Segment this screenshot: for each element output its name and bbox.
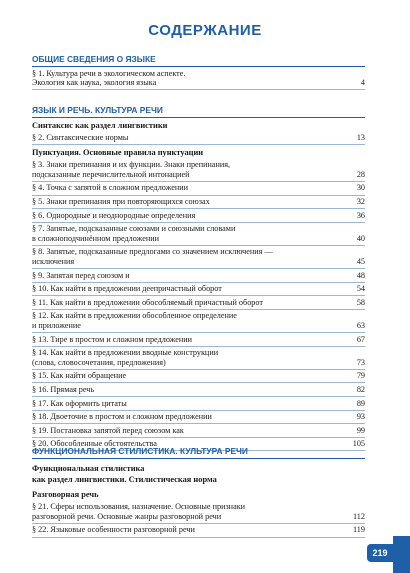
toc-entry (32, 310, 365, 333)
toc-list (32, 159, 365, 452)
toc-entry-page: 119 (353, 525, 365, 535)
subsection-heading: Синтаксис как раздел лингвистики (32, 121, 168, 130)
toc-list (32, 132, 365, 146)
toc-entry-text: § 5. Знаки препинания при повторяющихся союзах (32, 197, 210, 207)
toc-entry-text: § 16. Прямая речь (32, 384, 95, 394)
toc-entry-text: § 15. Как найти обращение (32, 371, 127, 381)
toc-entry (32, 411, 365, 425)
section-stylistics (32, 446, 365, 538)
toc-entry (32, 370, 365, 384)
toc-entry-page: 112 (353, 511, 365, 521)
toc-entry-text: § 18. Двоеточие в простом и сложном предложении (32, 412, 212, 422)
toc-entry-text: § 2. Синтаксические нормы (32, 133, 129, 143)
toc-entry (32, 223, 365, 246)
section-heading: ОБЩИЕ СВЕДЕНИЯ О ЯЗЫКЕ (32, 54, 365, 67)
toc-entry-page: 13 (356, 133, 365, 143)
toc-entry-page: 105 (352, 439, 365, 449)
subsection-heading-cont: как раздел лингвистики. Стилистическая норма (32, 474, 217, 484)
toc-entry-text: и приложение (32, 321, 81, 330)
toc-entry-page: 93 (356, 412, 365, 422)
toc-entry (32, 283, 365, 297)
toc-entry-page: 58 (356, 297, 365, 307)
toc-entry-text: § 10. Как найти в предложении деепричастный оборот (32, 284, 222, 294)
toc-entry-text: § 14. Как найти в предложении вводные конструкции (32, 348, 219, 358)
subsection-heading: Разговорная речь (32, 490, 99, 500)
toc-entry (32, 347, 365, 370)
toc-entry-page: 63 (356, 321, 365, 330)
toc-entry-page: 28 (356, 169, 365, 179)
toc-entry-page: 48 (356, 270, 365, 280)
toc-entry-page: 99 (356, 425, 365, 435)
toc-entry-page: 54 (356, 284, 365, 294)
toc-entry-page: 36 (356, 210, 365, 220)
toc-entry-text: § 19. Постановка запятой перед союзом как (32, 425, 184, 435)
toc-entry (32, 196, 365, 210)
toc-entry-text: в сложноподчинённом предложении (32, 233, 159, 243)
toc-entry (32, 383, 365, 397)
toc-entry (32, 159, 365, 182)
toc-entry-page: 79 (356, 371, 365, 381)
toc-entry-text: § 11. Как найти в предложении обособляемый причастный оборот (32, 297, 263, 307)
toc-entry-text: (слова, словосочетания, предложения) (32, 357, 166, 367)
toc-entry (32, 524, 365, 538)
toc-entry (32, 209, 365, 223)
toc-entry (32, 501, 365, 524)
toc-entry-text: § 9. Запятая перед союзом и (32, 270, 130, 280)
toc-entry-text: § 7. Запятые, подсказанные союзами и союзными словами (32, 224, 236, 234)
toc-entry-text: подсказанные перечислительной интонацией (32, 169, 190, 179)
toc-entry-page: 45 (356, 257, 365, 267)
toc-entry-page: 67 (356, 334, 365, 344)
page-edge-tab (393, 536, 410, 573)
toc-entry-text: § 21. Сферы использования, назначение. Основные признаки (32, 502, 246, 512)
page-number: 219 (367, 544, 393, 562)
toc-entry-text: исключения (32, 257, 75, 267)
toc-entry (32, 182, 365, 196)
toc-entry-page: 73 (356, 357, 365, 367)
toc-entry (32, 269, 365, 283)
toc-entry (32, 132, 365, 146)
toc-entry-page: 4 (360, 78, 365, 88)
toc-entry-page: 82 (356, 384, 365, 394)
toc-entry (32, 397, 365, 411)
toc-entry-text: § 13. Тире в простом и сложном предложении (32, 334, 193, 344)
section-general (32, 54, 365, 90)
page-title: СОДЕРЖАНИЕ (148, 22, 262, 39)
toc-entry-text: § 17. Как оформить цитаты (32, 398, 127, 408)
toc-entry-text: § 20. Обособленные обстоятельства (32, 439, 157, 449)
toc-entry (32, 333, 365, 347)
section-heading: ФУНКЦИОНАЛЬНАЯ СТИЛИСТИКА. КУЛЬТУРА РЕЧИ (32, 446, 365, 459)
toc-entry-text: § 6. Однородные и неоднородные определения (32, 210, 196, 220)
toc-entry-page: 32 (356, 197, 365, 207)
toc-entry-text: разговорной речи. Основные жанры разговорной речи (32, 511, 222, 521)
toc-entry-text: § 8. Запятые, подсказанные предлогами со значением исключения — (32, 247, 273, 257)
section-heading: ЯЗЫК И РЕЧЬ. КУЛЬТУРА РЕЧИ (32, 105, 365, 118)
toc-list (32, 501, 365, 538)
toc-entry (32, 67, 365, 90)
toc-entry (32, 296, 365, 310)
toc-entry-page: 40 (356, 233, 365, 243)
subsection-heading: Пунктуация. Основные правила пунктуации (32, 148, 204, 158)
toc-entry-text: § 22. Языковые особенности разговорной речи (32, 525, 195, 535)
toc-entry-page: 89 (356, 398, 365, 408)
toc-entry-text: § 1. Культура речи в экологическом аспекте. (32, 68, 186, 78)
toc-entry-text: § 3. Знаки препинания и их функции. Знаки препинания, (32, 160, 231, 170)
toc-entry-text: § 12. Как найти в предложении обособленное определение (32, 311, 237, 321)
subsection-heading: Функциональная стилистика (32, 464, 145, 473)
toc-entry-text: § 4. Точка с запятой в сложном предложении (32, 183, 189, 193)
toc-entry-page: 30 (356, 183, 365, 193)
toc-entry-text: Экология как наука, экология языка (32, 78, 157, 88)
toc-entry (32, 246, 365, 269)
toc-entry (32, 424, 365, 438)
toc-list (32, 67, 365, 90)
section-language-speech (32, 105, 365, 451)
